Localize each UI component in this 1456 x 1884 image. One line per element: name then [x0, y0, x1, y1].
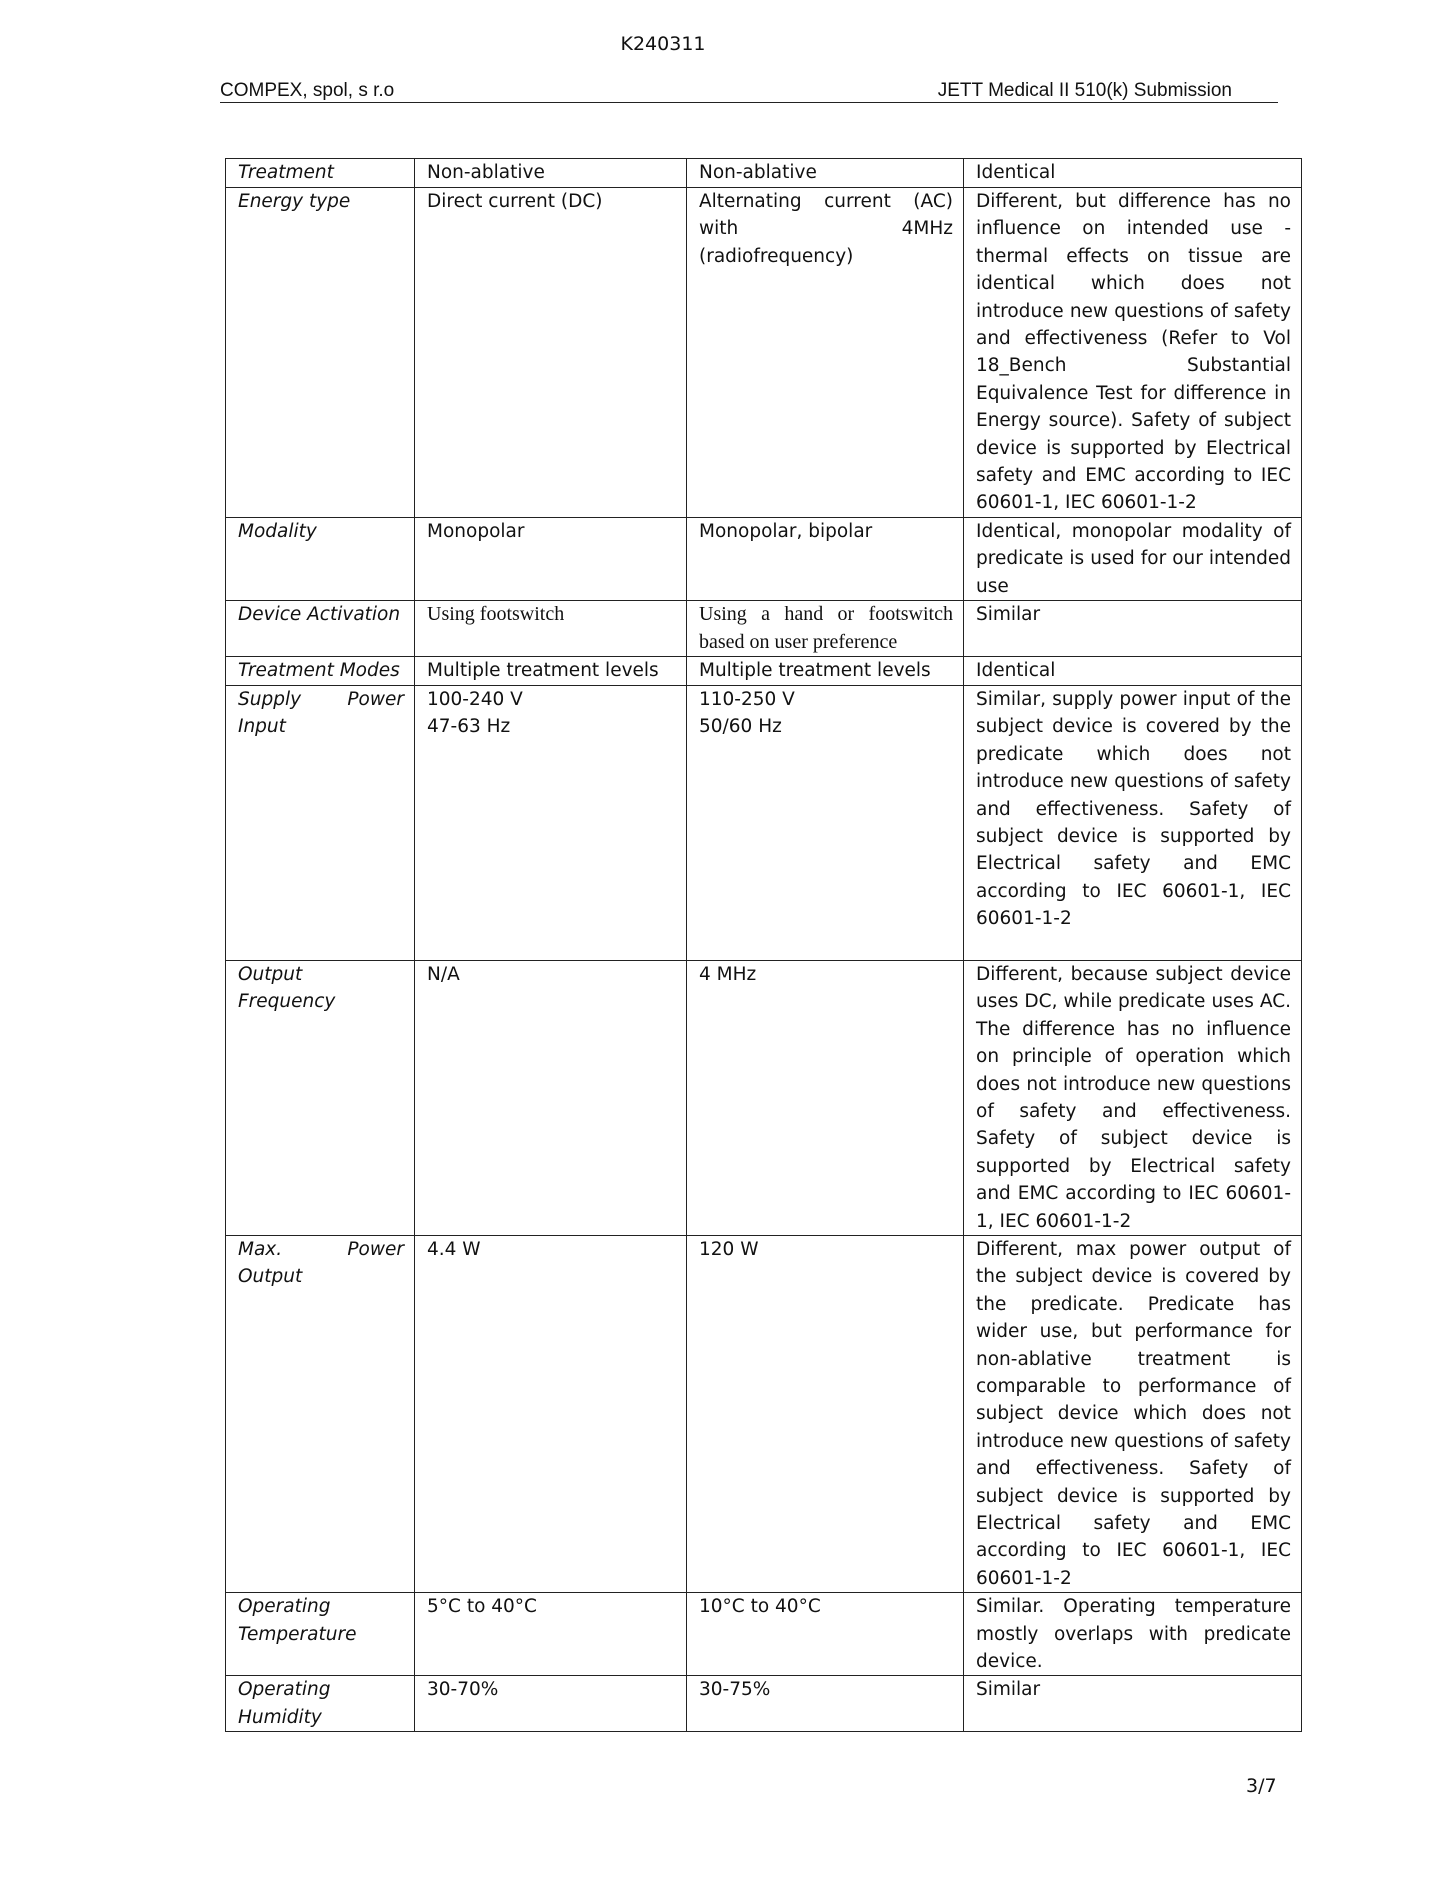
- feature-cell: Supply Power Input: [226, 685, 415, 960]
- comparison-cell: Different, max power output of the subject device is covered by the predicate. Predicate has wider use, but performance for non-ablative treatment is comparable to performance of subject device which does not introduce new questions of safety and effectiveness. Safety of subject device is supported by Electrical safety and EMC according to IEC 60601-1, IEC 60601-1-2: [964, 1235, 1302, 1592]
- table-row: [226, 656, 1302, 685]
- predicate-cell: Non-ablative: [687, 159, 964, 188]
- company-name: COMPEX, spol, s r.o: [220, 80, 395, 101]
- subject-voltage: 100-240 V: [427, 688, 523, 710]
- subject-cell: [415, 601, 687, 657]
- subject-cell: [415, 685, 687, 960]
- subject-text: Using footswitch: [427, 603, 565, 626]
- predicate-cell: Alternating current (AC) with 4MHz (radiofrequency): [687, 188, 964, 518]
- subject-cell: 4.4 W: [415, 1235, 687, 1592]
- comparison-cell: Different, but difference has no influence on intended use - thermal effects on tissue are identical which does not introduce new questions of safety and effectiveness (Refer to Vol 18_Bench Substantial Equivalence Test for difference in Energy source). Safety of subject device is supported by Electrical safety and EMC according to IEC 60601-1, IEC 60601-1-2: [964, 188, 1302, 518]
- document-id: K240311: [620, 33, 706, 55]
- predicate-cell: 10°C to 40°C: [687, 1593, 964, 1676]
- predicate-frequency: 50/60 Hz: [699, 716, 782, 738]
- predicate-cell: [687, 685, 964, 960]
- subject-cell: Non-ablative: [415, 159, 687, 188]
- comparison-cell: Similar: [964, 1676, 1302, 1732]
- feature-cell: Output Frequency: [226, 960, 415, 1235]
- subject-cell: Multiple treatment levels: [415, 656, 687, 685]
- predicate-cell: 30-75%: [687, 1676, 964, 1732]
- comparison-cell: Similar, supply power input of the subject device is covered by the predicate which does not introduce new questions of safety and effectiveness. Safety of subject device is supported by Electrical safety and EMC according to IEC 60601-1, IEC 60601-1-2: [964, 685, 1302, 960]
- table-row: [226, 1676, 1302, 1732]
- predicate-cell: Monopolar, bipolar: [687, 517, 964, 600]
- predicate-cell: 4 MHz: [687, 960, 964, 1235]
- table-row: [226, 517, 1302, 600]
- feature-cell: Modality: [226, 517, 415, 600]
- comparison-cell: Similar. Operating temperature mostly overlaps with predicate device.: [964, 1593, 1302, 1676]
- subject-cell: Monopolar: [415, 517, 687, 600]
- table-row: [226, 685, 1302, 960]
- page-number: 3/7: [1246, 1775, 1277, 1797]
- table-row: [226, 188, 1302, 518]
- page-header: [220, 80, 1278, 103]
- predicate-voltage: 110-250 V: [699, 688, 795, 710]
- subject-frequency: 47-63 Hz: [427, 716, 511, 738]
- submission-title: JETT Medical II 510(k) Submission: [937, 80, 1232, 101]
- predicate-text: Using a hand or footswitch based on user preference: [699, 603, 953, 653]
- table-row: [226, 960, 1302, 1235]
- comparison-cell: Identical: [964, 159, 1302, 188]
- feature-cell: Treatment: [226, 159, 415, 188]
- subject-cell: N/A: [415, 960, 687, 1235]
- predicate-cell: [687, 601, 964, 657]
- feature-cell: Device Activation: [226, 601, 415, 657]
- comparison-cell: Similar: [964, 601, 1302, 657]
- comparison-cell: Different, because subject device uses DC, while predicate uses AC. The difference has no influence on principle of operation which does not introduce new questions of safety and effectiveness. Safety of subject device is supported by Electrical safety and EMC according to IEC 60601-1, IEC 60601-1-2: [964, 960, 1302, 1235]
- table-row: [226, 1235, 1302, 1592]
- predicate-cell: Multiple treatment levels: [687, 656, 964, 685]
- subject-cell: 5°C to 40°C: [415, 1593, 687, 1676]
- feature-cell: Operating Humidity: [226, 1676, 415, 1732]
- feature-cell: Treatment Modes: [226, 656, 415, 685]
- table-row: [226, 601, 1302, 657]
- feature-cell: Operating Temperature: [226, 1593, 415, 1676]
- feature-cell: Max. Power Output: [226, 1235, 415, 1592]
- subject-cell: 30-70%: [415, 1676, 687, 1732]
- table-row: [226, 1593, 1302, 1676]
- subject-cell: Direct current (DC): [415, 188, 687, 518]
- feature-cell: Energy type: [226, 188, 415, 518]
- comparison-cell: Identical, monopolar modality of predicate is used for our intended use: [964, 517, 1302, 600]
- table-row: [226, 159, 1302, 188]
- comparison-cell: Identical: [964, 656, 1302, 685]
- comparison-table: [225, 158, 1302, 1732]
- predicate-cell: 120 W: [687, 1235, 964, 1592]
